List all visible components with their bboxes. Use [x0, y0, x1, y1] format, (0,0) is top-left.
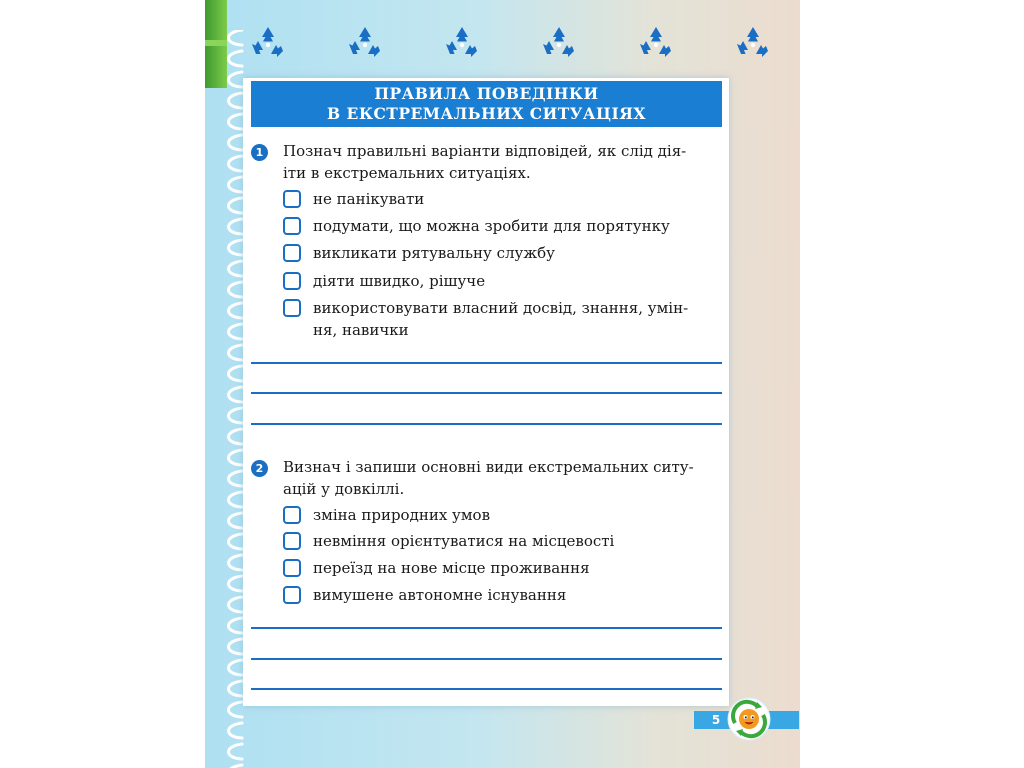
recycle-icon: [735, 24, 771, 60]
task-2-question: [283, 456, 723, 500]
recycle-icon: [250, 24, 286, 60]
title-line-1: ПРАВИЛА ПОВЕДІНКИ: [374, 84, 599, 103]
recycle-icon: [638, 24, 674, 60]
checkbox[interactable]: [283, 244, 301, 262]
option-label: використовувати власний досвід, знання, умін-: [313, 299, 689, 317]
task-1-question-line-2: іти в екстремальних ситуаціях.: [283, 164, 531, 182]
task-1-question-line-1: Познач правильні варіанти відповідей, як слід дія-: [283, 142, 687, 160]
recycle-icons-row: [250, 24, 780, 60]
task-2-question-line-1: Визнач і запиши основні види екстремальних ситу-: [283, 458, 694, 476]
checkbox[interactable]: [283, 190, 301, 208]
option-label-continued: ня, навички: [313, 321, 409, 339]
smiling-orange-mascot-icon: [727, 697, 771, 741]
worksheet: [243, 78, 729, 706]
page-number: 5: [711, 713, 721, 727]
option-label: зміна природних умов: [313, 506, 491, 524]
answer-line[interactable]: [251, 627, 722, 629]
checkbox[interactable]: [283, 532, 301, 550]
checkbox[interactable]: [283, 299, 301, 317]
checkbox[interactable]: [283, 586, 301, 604]
checkbox[interactable]: [283, 217, 301, 235]
option-label: невміння орієнтуватися на місцевості: [313, 532, 615, 550]
answer-line[interactable]: [251, 362, 722, 364]
page-title: [251, 81, 722, 127]
option-label: діяти швидко, рішуче: [313, 272, 486, 290]
answer-line[interactable]: [251, 658, 722, 660]
task-1-question: [283, 140, 723, 184]
task-1-number: 1: [251, 144, 268, 161]
answer-line[interactable]: [251, 423, 722, 425]
task-2-number: 2: [251, 460, 268, 477]
option-label: не панікувати: [313, 190, 425, 208]
task-1-option[interactable]: [283, 297, 723, 341]
checkbox[interactable]: [283, 559, 301, 577]
checkbox[interactable]: [283, 272, 301, 290]
task-2-question-line-2: ацій у довкіллі.: [283, 480, 405, 498]
answer-line[interactable]: [251, 688, 722, 690]
recycle-icon: [541, 24, 577, 60]
answer-line[interactable]: [251, 392, 722, 394]
title-line-2: В ЕКСТРЕМАЛЬНИХ СИТУАЦІЯХ: [327, 104, 646, 123]
option-label: викликати рятувальну службу: [313, 244, 555, 262]
recycle-icon: [444, 24, 480, 60]
checkbox[interactable]: [283, 506, 301, 524]
option-label: подумати, що можна зробити для порятунку: [313, 217, 670, 235]
option-label: переїзд на нове місце проживання: [313, 559, 590, 577]
option-label: вимушене автономне існування: [313, 586, 567, 604]
recycle-icon: [347, 24, 383, 60]
